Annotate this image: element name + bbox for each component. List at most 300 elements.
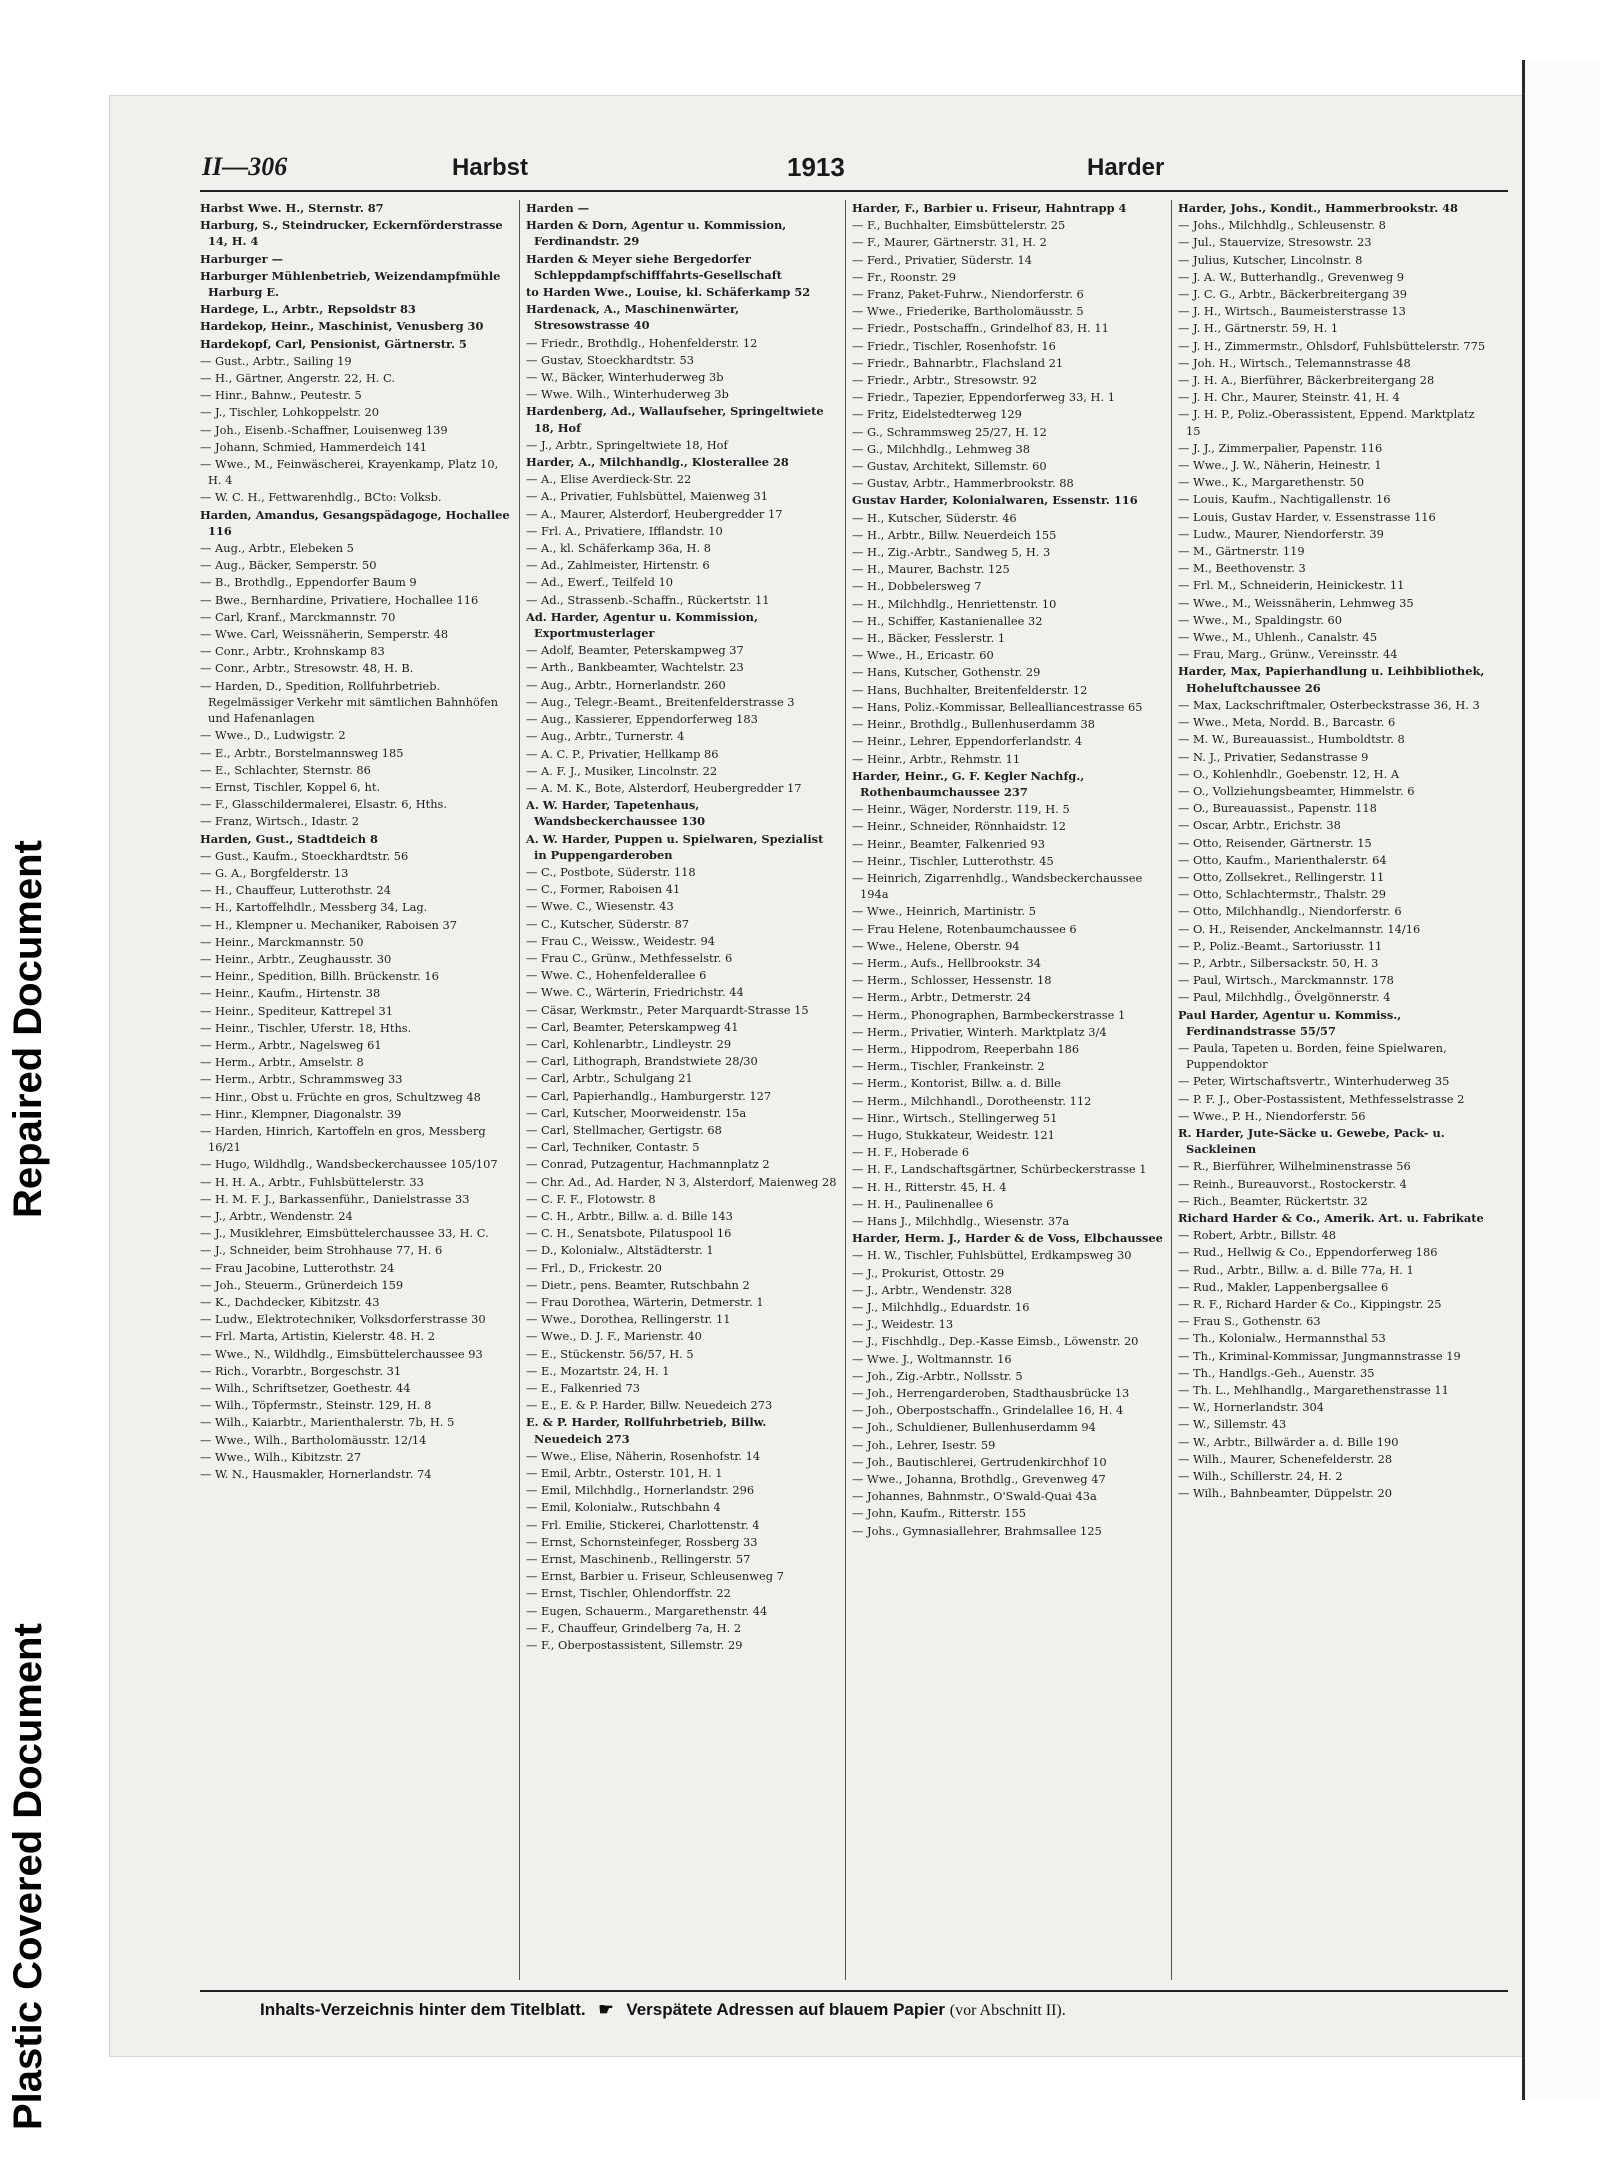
directory-entry: — B., Brothdlg., Eppendorfer Baum 9	[200, 575, 417, 590]
directory-entry: Hardekop, Heinr., Maschinist, Venusberg 30	[200, 319, 484, 334]
directory-entry: — Conr., Arbtr., Stresowstr. 48, H. B.	[200, 661, 414, 676]
directory-entry: — Aug., Telegr.-Beamt., Breitenfelderstrasse 3	[526, 694, 795, 709]
directory-entry: — E., Falkenried 73	[526, 1381, 640, 1396]
directory-entry: — H., Maurer, Bachstr. 125	[852, 562, 1010, 577]
directory-entry: — Ernst, Barbier u. Friseur, Schleusenweg 7	[526, 1569, 784, 1584]
directory-entry: — Emil, Kolonialw., Rutschbahn 4	[526, 1500, 721, 1515]
directory-entry: — Hans, Buchhalter, Breitenfelderstr. 12	[852, 682, 1088, 697]
directory-entry: — Friedr., Postschaffn., Grindelhof 83, H. 11	[852, 321, 1109, 336]
directory-entry: — Wilh., Töpfermstr., Steinstr. 129, H. 8	[200, 1398, 432, 1413]
directory-entry: — Wwe., N., Wildhdlg., Eimsbüttelerchaussee 93	[200, 1346, 483, 1361]
directory-entry: — Arth., Bankbeamter, Wachtelstr. 23	[526, 660, 744, 675]
directory-entry: — Friedr., Tischler, Rosenhofstr. 16	[852, 338, 1056, 353]
directory-entry: — H. H., Ritterstr. 45, H. 4	[852, 1179, 1007, 1194]
directory-entry: — P., Arbtr., Silbersackstr. 50, H. 3	[1178, 955, 1379, 970]
directory-entry: — Joh., Eisenb.-Schaffner, Louisenweg 139	[200, 422, 448, 437]
directory-entry: — Herm., Arbtr., Schrammsweg 33	[200, 1072, 403, 1087]
directory-entry: — Hinr., Obst u. Früchte en gros, Schultzweg 48	[200, 1089, 481, 1104]
directory-entry: — Johs., Milchhdlg., Schleusenstr. 8	[1178, 218, 1386, 233]
directory-entry: — Johannes, Bahnmstr., O'Swald-Quai 43a	[852, 1489, 1097, 1504]
directory-entry: — Joh., Lehrer, Isestr. 59	[852, 1437, 996, 1452]
directory-entry: — Wwe., M., Uhlenh., Canalstr. 45	[1178, 630, 1378, 645]
directory-entry: — Ernst, Maschinenb., Rellingerstr. 57	[526, 1552, 751, 1567]
directory-entry: — E., Schlachter, Sternstr. 86	[200, 762, 371, 777]
directory-entry: — Wwe., Johanna, Brothdlg., Grevenweg 47	[852, 1472, 1106, 1487]
directory-entry: — K., Dachdecker, Kibitzstr. 43	[200, 1295, 380, 1309]
directory-entry: — A. C. P., Privatier, Hellkamp 86	[526, 746, 719, 761]
directory-entry: — Wwe. C., Hohenfelderallee 6	[526, 968, 707, 983]
directory-entry: to Harden Wwe., Louise, kl. Schäferkamp 52	[526, 285, 811, 300]
directory-entry: — W., Arbtr., Billwärder a. d. Bille 190	[1178, 1434, 1399, 1449]
directory-entry: — O. H., Reisender, Anckelmannstr. 14/16	[1178, 921, 1421, 936]
directory-entry: — Friedr., Tapezier, Eppendorferweg 33, H. 1	[852, 390, 1115, 405]
directory-entry: — J., Fischhdlg., Dep.-Kasse Eimsb., Löwenstr. 20	[852, 1334, 1139, 1349]
directory-entry: — Bwe., Bernhardine, Privatiere, Hochallee 116	[200, 592, 479, 607]
directory-entry: Hardege, L., Arbtr., Repsoldstr 83	[200, 302, 416, 317]
directory-entry: — Harden, D., Spedition, Rollfuhrbetrieb. Regelmässiger Verkehr mit sämtlichen Bahnhöfen und Hafenanlagen	[200, 678, 499, 726]
directory-entry: Harburger Mühlenbetrieb, Weizendampfmühle Harburg E.	[200, 268, 501, 300]
directory-entry: — Wwe., Wilh., Bartholomäusstr. 12/14	[200, 1432, 427, 1447]
directory-entry: — Wwe., Helene, Oberstr. 94	[852, 938, 1020, 953]
facing-page-edge	[1522, 60, 1600, 2100]
directory-entry: — M., Beethovenstr. 3	[1178, 561, 1306, 576]
directory-entry: — Ernst, Schornsteinfeger, Rossberg 33	[526, 1534, 758, 1549]
directory-entry: — Ernst, Tischler, Ohlendorffstr. 22	[526, 1586, 731, 1601]
directory-entry: — H., Klempner u. Mechaniker, Raboisen 37	[200, 917, 457, 932]
directory-entry: Harden, Amandus, Gesangspädagoge, Hochallee 116	[200, 507, 510, 538]
directory-entry: — E., Arbtr., Borstelmannsweg 185	[200, 745, 404, 760]
directory-entry: — Hugo, Stukkateur, Weidestr. 121	[852, 1127, 1055, 1142]
directory-entry: Harder, Max, Papierhandlung u. Leihbibliothek, Hoheluftchaussee 26	[1178, 664, 1485, 695]
directory-entry: — H., Kutscher, Süderstr. 46	[852, 510, 1017, 525]
directory-entry: — H., Schiffer, Kastanienallee 32	[852, 613, 1043, 628]
directory-entry: — Friedr., Arbtr., Stresowstr. 92	[852, 373, 1038, 388]
directory-entry: — Wwe. J., Woltmannstr. 16	[852, 1351, 1012, 1366]
directory-entry: — Frau C., Weissw., Weidestr. 94	[526, 933, 715, 948]
directory-entry: — Wwe., M., Spaldingstr. 60	[1178, 612, 1343, 627]
directory-entry: — P. F. J., Ober-Postassistent, Methfesselstrasse 2	[1178, 1091, 1465, 1106]
directory-entry: — Otto, Kaufm., Marienthalerstr. 64	[1178, 852, 1387, 867]
directory-entry: — Wilh., Schillerstr. 24, H. 2	[1178, 1469, 1343, 1484]
late-addresses-note: Verspätete Adressen auf blauem Papier	[626, 2000, 946, 2019]
directory-entry: — C., Former, Raboisen 41	[526, 882, 681, 897]
directory-entry: — Herm., Milchhandl., Dorotheenstr. 112	[852, 1093, 1092, 1108]
directory-entry: — Gustav, Stoeckhardtstr. 53	[526, 352, 695, 367]
directory-entry: — J. H., Zimmermstr., Ohlsdorf, Fuhlsbüttelerstr. 775	[1178, 338, 1486, 353]
directory-entry: — Gustav, Arbtr., Hammerbrookstr. 88	[852, 476, 1074, 491]
directory-entry: — Ernst, Tischler, Koppel 6, ht.	[200, 779, 381, 794]
directory-entry: — Wwe. Wilh., Winterhuderweg 3b	[526, 387, 729, 402]
directory-entry: — Heinr., Arbtr., Zeughausstr. 30	[200, 951, 392, 966]
directory-entry: — Eugen, Schauerm., Margarethenstr. 44	[526, 1603, 768, 1618]
directory-entry: Ad. Harder, Agentur u. Kommission, Exportmusterlager	[526, 609, 758, 641]
directory-entry: — Reinh., Bureauvorst., Rostockerstr. 4	[1178, 1176, 1407, 1191]
directory-entry: — Ludw., Maurer, Niendorferstr. 39	[1178, 526, 1384, 541]
directory-entry: Gustav Harder, Kolonialwaren, Essenstr. 116	[852, 493, 1138, 508]
directory-entry: — Aug., Bäcker, Semperstr. 50	[200, 558, 377, 573]
directory-entry: — Robert, Arbtr., Billstr. 48	[1178, 1228, 1336, 1243]
directory-entry: — R. F., Richard Harder & Co., Kippingstr. 25	[1178, 1297, 1442, 1311]
section-note: (vor Abschnitt II).	[949, 2002, 1066, 2019]
directory-entry: Richard Harder & Co., Amerik. Art. u. Fabrikate	[1178, 1210, 1484, 1225]
directory-entry: — Th., Kolonialw., Hermannsthal 53	[1178, 1331, 1386, 1346]
directory-entry: — C. H., Arbtr., Billw. a. d. Bille 143	[526, 1208, 733, 1223]
directory-entry: — Th., Kriminal-Kommissar, Jungmannstrasse 19	[1178, 1348, 1461, 1363]
directory-entry: — E., Stückenstr. 56/57, H. 5	[526, 1346, 694, 1361]
directory-entry: — E., E. & P. Harder, Billw. Neuedeich 273	[526, 1398, 773, 1413]
directory-entry: — A. F. J., Musiker, Lincolnstr. 22	[526, 763, 718, 778]
directory-entry: — F., Glasschildermalerei, Elsastr. 6, Hths.	[200, 797, 448, 812]
directory-entry: — Frau C., Grünw., Methfesselstr. 6	[526, 950, 733, 965]
directory-entry: — Fritz, Eidelstedterweg 129	[852, 407, 1022, 422]
page-number: II—306	[202, 152, 288, 181]
directory-entry: — Wwe., Heinrich, Martinistr. 5	[852, 904, 1036, 919]
directory-entry: Hardenberg, Ad., Wallaufseher, Springeltwiete 18, Hof	[526, 404, 824, 435]
directory-entry: — Chr. Ad., Ad. Harder, N 3, Alsterdorf, Maienweg 28	[526, 1174, 837, 1189]
directory-entry: — Heinr., Wäger, Norderstr. 119, H. 5	[852, 802, 1070, 817]
directory-entry: — H., Arbtr., Billw. Neuerdeich 155	[852, 527, 1057, 542]
directory-entry: A. W. Harder, Tapetenhaus, Wandsbeckerchaussee 130	[526, 798, 706, 829]
directory-entry: — J. H. Chr., Maurer, Steinstr. 41, H. 4	[1178, 390, 1400, 405]
directory-entry: — H. F., Landschaftsgärtner, Schürbeckerstrasse 1	[852, 1162, 1147, 1177]
column-2	[526, 200, 838, 1988]
directory-entry: — H. F., Hoberade 6	[852, 1145, 970, 1160]
directory-entry: — Wwe., M., Weissnäherin, Lehmweg 35	[1178, 595, 1414, 610]
page-header	[92, 148, 1512, 188]
directory-entry: — Paul, Milchhdlg., Övelgönnerstr. 4	[1178, 990, 1391, 1005]
directory-entry: — Carl, Lithograph, Brandstwiete 28/30	[526, 1054, 758, 1069]
directory-entry: — J., Musiklehrer, Eimsbüttelerchaussee 33, H. C.	[200, 1226, 489, 1241]
directory-entry: Harden & Dorn, Agentur u. Kommission, Ferdinandstr. 29	[526, 218, 787, 249]
directory-entry: — Wilh., Maurer, Schenefelderstr. 28	[1178, 1451, 1393, 1466]
directory-entry: — Peter, Wirtschaftsvertr., Winterhuderweg 35	[1178, 1074, 1450, 1089]
directory-entry: — Frl. Marta, Artistin, Kielerstr. 48. H. 2	[200, 1329, 436, 1344]
directory-entry: — Rud., Makler, Lappenbergsallee 6	[1178, 1279, 1389, 1294]
directory-entry: — Herm., Arbtr., Detmerstr. 24	[852, 990, 1032, 1005]
directory-entry: — C. F. F., Flotowstr. 8	[526, 1191, 656, 1206]
directory-entry: — C., Postbote, Süderstr. 118	[526, 864, 696, 879]
header-rule	[200, 190, 1508, 192]
directory-entry: — Johann, Schmied, Hammerdeich 141	[200, 439, 427, 454]
directory-entry: — Aug., Arbtr., Hornerlandstr. 260	[526, 677, 726, 692]
directory-entry: — J. J., Zimmerpalier, Papenstr. 116	[1178, 440, 1383, 455]
directory-entry: — J. C. G., Arbtr., Bäckerbreitergang 39	[1178, 287, 1407, 302]
directory-entry: — Aug., Kassierer, Eppendorferweg 183	[526, 712, 758, 727]
plastic-covered-document-label: Plastic Covered Document	[6, 1623, 50, 2130]
directory-entry: — Wwe. C., Wiesenstr. 43	[526, 899, 674, 914]
directory-entry: — A., Elise Averdieck-Str. 22	[526, 472, 692, 487]
directory-entry: — A., kl. Schäferkamp 36a, H. 8	[526, 541, 711, 556]
directory-entry: — Herm., Hippodrom, Reeperbahn 186	[852, 1041, 1080, 1056]
directory-entry: — Th. L., Mehlhandlg., Margarethenstrasse 11	[1178, 1383, 1449, 1398]
directory-entry: — Heinr., Schneider, Rönnhaidstr. 12	[852, 819, 1066, 834]
column-4	[1178, 200, 1490, 1988]
directory-entry: — H. W., Tischler, Fuhlsbüttel, Erdkampsweg 30	[852, 1248, 1132, 1263]
directory-entry: — Carl, Techniker, Contastr. 5	[526, 1140, 700, 1155]
directory-entry: — W. N., Hausmakler, Hornerlandstr. 74	[200, 1467, 432, 1482]
directory-entry: — J., Schneider, beim Strohhause 77, H. 6	[200, 1243, 443, 1258]
directory-entry: — Wwe., Wilh., Kibitzstr. 27	[200, 1449, 362, 1464]
directory-entry: — W., Sillemstr. 43	[1178, 1417, 1287, 1432]
directory-entry: — Joh., Bautischlerei, Gertrudenkirchhof 10	[852, 1454, 1107, 1469]
directory-entry: — Wwe., K., Margarethenstr. 50	[1178, 475, 1364, 490]
directory-entry: — Heinr., Kaufm., Hirtenstr. 38	[200, 986, 381, 1001]
directory-entry: — H., Gärtner, Angerstr. 22, H. C.	[200, 371, 395, 386]
directory-entry: E. & P. Harder, Rollfuhrbetrieb, Billw. Neuedeich 273	[526, 1415, 767, 1446]
directory-entry: — Joh., Herrengarderoben, Stadthausbrücke 13	[852, 1386, 1130, 1401]
directory-entry: — Frau S., Gothenstr. 63	[1178, 1314, 1321, 1329]
directory-entry: — Heinr., Brothdlg., Bullenhuserdamm 38	[852, 717, 1095, 732]
directory-entry: — Gust., Arbtr., Sailing 19	[200, 353, 352, 368]
directory-entry: — Hinr., Klempner, Diagonalstr. 39	[200, 1106, 402, 1121]
directory-entry: — Herm., Arbtr., Nagelsweg 61	[200, 1037, 382, 1052]
directory-entry: — Oscar, Arbtr., Erichstr. 38	[1178, 818, 1341, 833]
directory-entry: Harder, Heinr., G. F. Kegler Nachfg., Rothenbaumchaussee 237	[852, 768, 1085, 799]
directory-entry: — Rud., Arbtr., Billw. a. d. Bille 77a, H. 1	[1178, 1262, 1414, 1277]
directory-entry: — Hans, Poliz.-Kommissar, Bellealliancestrasse 65	[852, 699, 1143, 714]
directory-entry: — J. H. P., Poliz.-Oberassistent, Eppend. Marktplatz 15	[1178, 407, 1475, 438]
directory-entry: Harburger —	[200, 251, 283, 266]
directory-entry: — Wilh., Kaiarbtr., Marienthalerstr. 7b, H. 5	[200, 1415, 455, 1430]
directory-entry: — P., Poliz.-Beamt., Sartoriusstr. 11	[1178, 938, 1383, 953]
directory-entry: — H. H. A., Arbtr., Fuhlsbüttelerstr. 33	[200, 1174, 424, 1189]
directory-entry: — Joh., Oberpostschaffn., Grindelallee 16, H. 4	[852, 1403, 1124, 1418]
directory-entry: — Emil, Arbtr., Osterstr. 101, H. 1	[526, 1466, 723, 1481]
directory-entry: R. Harder, Jute-Säcke u. Gewebe, Pack- u. Sackleinen	[1178, 1125, 1445, 1157]
directory-entry: — Otto, Schlachtermstr., Thalstr. 29	[1178, 887, 1387, 902]
directory-entry: — Heinr., Tischler, Lutterothstr. 45	[852, 853, 1054, 868]
directory-entry: — Dietr., pens. Beamter, Rutschbahn 2	[526, 1277, 750, 1292]
header-left-keyword: Harbst	[452, 154, 529, 181]
directory-entry: — Joh. H., Wirtsch., Telemannstrasse 48	[1178, 355, 1411, 370]
directory-entry: — Aug., Arbtr., Elebeken 5	[200, 541, 354, 556]
directory-entry: — W. C. H., Fettwarenhdlg., BCto: Volksb.	[200, 490, 442, 505]
directory-entry: — J., Prokurist, Ottostr. 29	[852, 1265, 1005, 1280]
directory-entry: Harden —	[526, 201, 589, 215]
directory-entry: Harbst Wwe. H., Sternstr. 87	[200, 201, 384, 215]
directory-entry: — D., Kolonialw., Altstädterstr. 1	[526, 1243, 714, 1258]
directory-entry: — Wwe., D., Ludwigstr. 2	[200, 728, 346, 743]
directory-entry: — Frau, Marg., Grünw., Vereinsstr. 44	[1178, 647, 1398, 662]
directory-entry: — Carl, Arbtr., Schulgang 21	[526, 1071, 693, 1086]
directory-entry: — Carl, Stellmacher, Gertigstr. 68	[526, 1122, 722, 1137]
directory-entry: — Herm., Phonographen, Barmbeckerstrasse 1	[852, 1007, 1126, 1022]
directory-entry: — Emil, Milchhdlg., Hornerlandstr. 296	[526, 1483, 755, 1498]
directory-entry: — G. A., Borgfelderstr. 13	[200, 865, 349, 880]
directory-entry: — M., Gärtnerstr. 119	[1178, 544, 1305, 559]
directory-entry: — H., Kartoffelhdlr., Messberg 34, Lag.	[200, 900, 428, 915]
directory-entry: — Ad., Zahlmeister, Hirtenstr. 6	[526, 558, 710, 573]
directory-entry: — Herm., Aufs., Hellbrookstr. 34	[852, 955, 1041, 970]
directory-entry: — Herm., Schlosser, Hessenstr. 18	[852, 973, 1052, 988]
directory-entry: — Joh., Schuldiener, Bullenhuserdamm 94	[852, 1420, 1096, 1435]
directory-entry: — W., Hornerlandstr. 304	[1178, 1400, 1325, 1415]
directory-entry: — J. H. A., Bierführer, Bäckerbreitergang 28	[1178, 373, 1435, 388]
directory-entry: — Heinrich, Zigarrenhdlg., Wandsbeckerchaussee 194a	[852, 870, 1143, 902]
directory-entry: — Herm., Tischler, Frankeinstr. 2	[852, 1059, 1045, 1074]
directory-entry: — Frl., D., Frickestr. 20	[526, 1260, 662, 1275]
header-right-keyword: Harder	[1087, 154, 1165, 181]
directory-entry: — Heinr., Marckmannstr. 50	[200, 934, 364, 949]
directory-entry: — Conrad, Putzagentur, Hachmannplatz 2	[526, 1157, 770, 1172]
directory-entry: — Otto, Zollsekret., Rellingerstr. 11	[1178, 869, 1385, 884]
directory-entry: — C. H., Senatsbote, Pilatuspool 16	[526, 1226, 732, 1241]
directory-entry: — Otto, Reisender, Gärtnerstr. 15	[1178, 835, 1372, 850]
directory-entry: — Wwe., H., Ericastr. 60	[852, 648, 994, 663]
directory-entry: — H., Dobbelersweg 7	[852, 579, 982, 594]
directory-entry: — Wwe., M., Feinwäscherei, Krayenkamp, Platz 10, H. 4	[200, 457, 499, 488]
directory-entry: — J. A. W., Butterhandlg., Grevenweg 9	[1178, 269, 1405, 284]
directory-entry: — Heinr., Spediteur, Kattrepel 31	[200, 1003, 394, 1018]
directory-entry: — Herm., Privatier, Winterh. Marktplatz 3/4	[852, 1024, 1107, 1039]
directory-entry: — Friedr., Bahnarbtr., Flachsland 21	[852, 355, 1064, 370]
directory-entry: — F., Buchhalter, Eimsbüttelerstr. 25	[852, 218, 1066, 233]
directory-entry: — Paula, Tapeten u. Borden, feine Spielwaren, Puppendoktor	[1178, 1040, 1447, 1072]
directory-entry: — A. M. K., Bote, Alsterdorf, Heubergredder 17	[526, 780, 802, 795]
directory-entry: — Gust., Kaufm., Stoeckhardtstr. 56	[200, 848, 409, 863]
directory-entry: — H., Zig.-Arbtr., Sandweg 5, H. 3	[852, 545, 1051, 560]
directory-entry: Harden, Gust., Stadtdeich 8	[200, 831, 378, 846]
directory-entry: — Heinr., Spedition, Billh. Brückenstr. 16	[200, 969, 439, 984]
directory-entry: — Max, Lackschriftmaler, Osterbeckstrasse 36, H. 3	[1178, 697, 1480, 712]
directory-entry: — A., Privatier, Fuhlsbüttel, Maienweg 31	[526, 489, 769, 504]
directory-entry: — H., Chauffeur, Lutterothstr. 24	[200, 883, 391, 898]
directory-entry: — Hinr., Wirtsch., Stellingerweg 51	[852, 1110, 1058, 1125]
directory-entry: — Frl. M., Schneiderin, Heinickestr. 11	[1178, 578, 1405, 593]
directory-entry: — Rich., Beamter, Rückertstr. 32	[1178, 1193, 1368, 1208]
directory-entry: — A., Maurer, Alsterdorf, Heubergredder 17	[526, 506, 783, 521]
directory-entry: — Wilh., Bahnbeamter, Düppelstr. 20	[1178, 1486, 1393, 1501]
directory-entry: — J., Arbtr., Wendenstr. 328	[852, 1282, 1012, 1297]
index-note: Inhalts-Verzeichnis hinter dem Titelblatt.	[260, 2000, 586, 2019]
repaired-document-label: Repaired Document	[6, 840, 50, 1218]
directory-entry: Harder, Herm. J., Harder & de Voss, Elbchaussee	[852, 1231, 1163, 1246]
directory-entry: — Th., Handlgs.-Geh., Auenstr. 35	[1178, 1365, 1375, 1380]
directory-entry: — H., Milchhdlg., Henriettenstr. 10	[852, 596, 1057, 611]
directory-entry: — Jul., Stauervize, Stresowstr. 23	[1178, 235, 1372, 250]
directory-entry: — Wwe., Elise, Näherin, Rosenhofstr. 14	[526, 1448, 761, 1463]
directory-entry: — Fr., Roonstr. 29	[852, 269, 956, 284]
directory-entry: — J. H., Wirtsch., Baumeisterstrasse 13	[1178, 304, 1406, 319]
directory-entry: Hardenack, A., Maschinenwärter, Stresowstrasse 40	[526, 302, 740, 333]
directory-entry: — Louis, Kaufm., Nachtigallenstr. 16	[1178, 492, 1391, 507]
directory-entry: — Heinr., Lehrer, Eppendorferlandstr. 4	[852, 734, 1083, 749]
page-footer	[260, 2000, 1460, 2020]
directory-entry: — Heinr., Arbtr., Rehmstr. 11	[852, 751, 1021, 766]
directory-entry: — Heinr., Beamter, Falkenried 93	[852, 836, 1045, 851]
directory-entry: — C., Kutscher, Süderstr. 87	[526, 916, 690, 931]
directory-entry: — Heinr., Tischler, Uferstr. 18, Hths.	[200, 1020, 412, 1035]
directory-entry: — H. M. F. J., Barkassenführ., Danielstrasse 33	[200, 1191, 470, 1206]
footer-rule	[200, 1990, 1508, 1992]
directory-entry: — Johs., Gymnasiallehrer, Brahmsallee 125	[852, 1523, 1102, 1538]
directory-entry: — H., Bäcker, Fesslerstr. 1	[852, 631, 1006, 646]
directory-entry: — Otto, Milchhandlg., Niendorferstr. 6	[1178, 904, 1402, 919]
directory-entry: — Adolf, Beamter, Peterskampweg 37	[526, 643, 744, 658]
directory-entry: — Carl, Beamter, Peterskampweg 41	[526, 1019, 739, 1034]
directory-entry: — Wwe., J. W., Näherin, Heinestr. 1	[1178, 458, 1382, 473]
directory-entry: — Conr., Arbtr., Krohnskamp 83	[200, 644, 385, 659]
directory-entry: — Franz, Wirtsch., Idastr. 2	[200, 814, 360, 829]
directory-entry: — Wwe., D. J. F., Marienstr. 40	[526, 1329, 702, 1344]
directory-entry: — Ad., Ewerf., Teilfeld 10	[526, 575, 674, 590]
directory-entry: — E., Mozartstr. 24, H. 1	[526, 1363, 670, 1378]
directory-entry: — Wwe., Dorothea, Rellingerstr. 11	[526, 1312, 731, 1327]
directory-entry: Harder, Johs., Kondit., Hammerbrookstr. 48	[1178, 201, 1458, 215]
directory-entry: — R., Bierführer, Wilhelminenstrasse 56	[1178, 1159, 1411, 1174]
directory-entry: — J., Tischler, Lohkoppelstr. 20	[200, 405, 380, 420]
directory-entry: — Frau Dorothea, Wärterin, Detmerstr. 1	[526, 1295, 764, 1309]
directory-entry: — Hugo, Wildhdlg., Wandsbeckerchaussee 105/107	[200, 1157, 498, 1172]
directory-entry: — J., Weidestr. 13	[852, 1317, 954, 1332]
directory-entry: — Joh., Steuerm., Grünerdeich 159	[200, 1277, 404, 1292]
directory-entry: — Wwe. C., Wärterin, Friedrichstr. 44	[526, 985, 744, 1000]
directory-entry: — John, Kaufm., Ritterstr. 155	[852, 1506, 1027, 1521]
directory-entry: — Aug., Arbtr., Turnerstr. 4	[526, 729, 685, 744]
directory-entry: — N. J., Privatier, Sedanstrasse 9	[1178, 749, 1369, 764]
pointing-hand-icon: ☛	[598, 2000, 614, 2019]
directory-entry: — F., Chauffeur, Grindelberg 7a, H. 2	[526, 1620, 742, 1635]
directory-entry: — O., Bureauassist., Papenstr. 118	[1178, 801, 1377, 816]
directory-entry: — Herm., Kontorist, Billw. a. d. Bille	[852, 1076, 1061, 1091]
directory-entry: — Wwe., Meta, Nordd. B., Barcastr. 6	[1178, 715, 1396, 730]
directory-entry: — Paul, Wirtsch., Marckmannstr. 178	[1178, 973, 1394, 988]
directory-entry: — Ludw., Elektrotechniker, Volksdorferstrasse 30	[200, 1312, 486, 1327]
directory-entry: — Joh., Zig.-Arbtr., Nollsstr. 5	[852, 1368, 1023, 1383]
directory-entry: Harder, F., Barbier u. Friseur, Hahntrapp 4	[852, 201, 1127, 215]
directory-entry: A. W. Harder, Puppen u. Spielwaren, Spezialist in Puppengarderoben	[526, 831, 824, 862]
directory-entry: — Frau Jacobine, Lutterothstr. 24	[200, 1260, 395, 1275]
directory-entry: — Herm., Arbtr., Amselstr. 8	[200, 1055, 364, 1070]
directory-entry: Paul Harder, Agentur u. Kommiss., Ferdinandstrasse 55/57	[1178, 1007, 1402, 1038]
directory-entry: — Julius, Kutscher, Lincolnstr. 8	[1178, 252, 1363, 267]
directory-entry: — Frl. Emilie, Stickerei, Charlottenstr. 4	[526, 1517, 760, 1532]
directory-entry: — Hinr., Bahnw., Peutestr. 5	[200, 388, 362, 403]
directory-entry: Hardekopf, Carl, Pensionist, Gärtnerstr. 5	[200, 336, 467, 351]
directory-entry: — Carl, Kranf., Marckmannstr. 70	[200, 609, 396, 624]
directory-entry: — Hans, Kutscher, Gothenstr. 29	[852, 665, 1041, 680]
directory-columns	[200, 200, 1508, 1988]
directory-entry: — Franz, Paket-Fuhrw., Niendorferstr. 6	[852, 287, 1084, 302]
directory-entry: — J., Milchhdlg., Eduardstr. 16	[852, 1300, 1030, 1314]
directory-entry: — M. W., Bureauassist., Humboldtstr. 8	[1178, 732, 1405, 747]
directory-entry: — Wwe. Carl, Weissnäherin, Semperstr. 48	[200, 627, 449, 642]
directory-entry: — Hans J., Milchhdlg., Wiesenstr. 37a	[852, 1213, 1070, 1228]
directory-entry: — J., Arbtr., Wendenstr. 24	[200, 1208, 353, 1223]
directory-entry: — J. H., Gärtnerstr. 59, H. 1	[1178, 321, 1339, 336]
directory-entry: — G., Milchhdlg., Lehmweg 38	[852, 441, 1030, 456]
directory-entry: — O., Vollziehungsbeamter, Himmelstr. 6	[1178, 783, 1415, 798]
directory-entry: — F., Maurer, Gärtnerstr. 31, H. 2	[852, 235, 1047, 250]
directory-entry: — Ferd., Privatier, Süderstr. 14	[852, 252, 1032, 267]
directory-entry: — Carl, Kutscher, Moorweidenstr. 15a	[526, 1105, 747, 1120]
directory-entry: — J., Arbtr., Springeltwiete 18, Hof	[526, 437, 728, 452]
directory-entry: — H. H., Paulinenallee 6	[852, 1196, 994, 1211]
directory-entry: — Cäsar, Werkmstr., Peter Marquardt-Strasse 15	[526, 1002, 809, 1017]
directory-entry: — G., Schrammsweg 25/27, H. 12	[852, 424, 1047, 439]
directory-entry: — F., Oberpostassistent, Sillemstr. 29	[526, 1638, 743, 1653]
directory-entry: Harder, A., Milchhandlg., Klosterallee 28	[526, 455, 789, 470]
directory-entry: — Wwe., P. H., Niendorferstr. 56	[1178, 1108, 1366, 1123]
directory-entry: — Wwe., Friederike, Bartholomäusstr. 5	[852, 304, 1084, 319]
directory-entry: — Frau Helene, Rotenbaumchaussee 6	[852, 921, 1077, 936]
column-1	[200, 200, 512, 1988]
header-year: 1913	[787, 152, 845, 182]
directory-entry: — Rich., Vorarbtr., Borgeschstr. 31	[200, 1363, 402, 1378]
directory-entry: — Wilh., Schriftsetzer, Goethestr. 44	[200, 1381, 411, 1396]
column-3	[852, 200, 1164, 1988]
directory-entry: — Carl, Papierhandlg., Hamburgerstr. 127	[526, 1088, 772, 1103]
